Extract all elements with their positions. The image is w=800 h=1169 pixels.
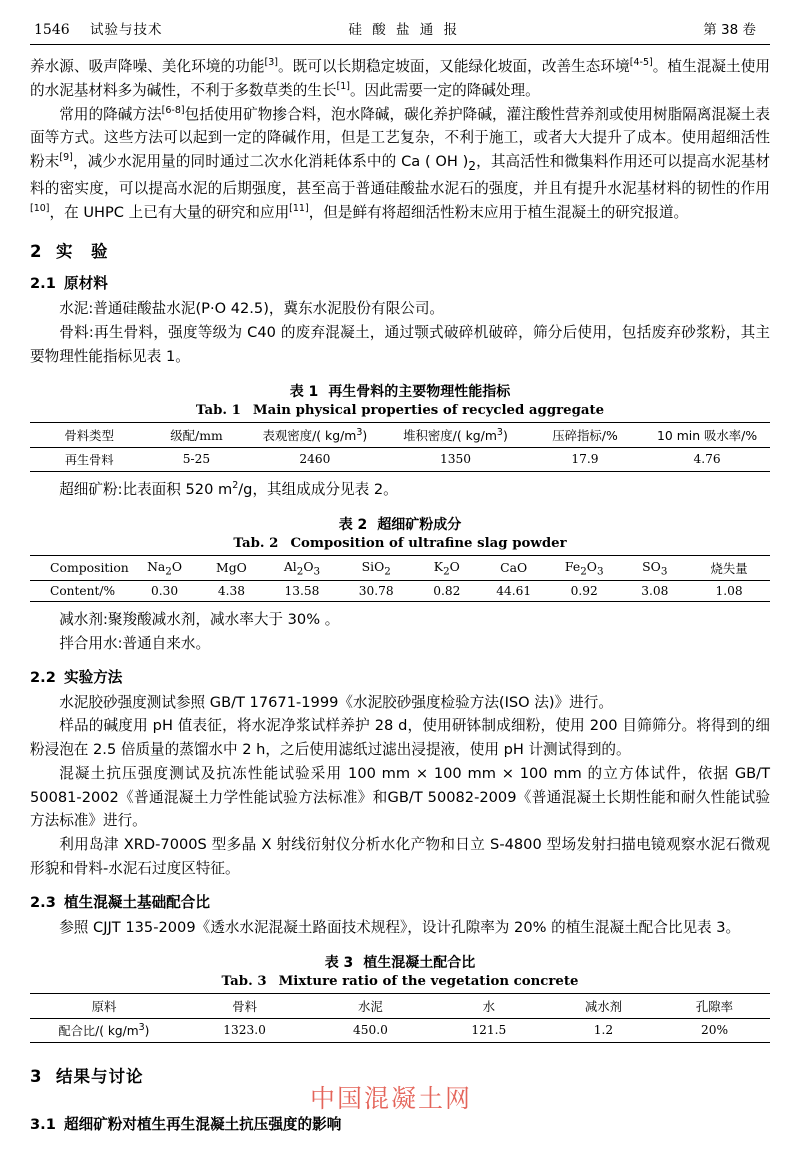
- table-1-caption-cn: [30, 381, 770, 401]
- paragraph-2-2-4: 利用岛津 XRD-7000S 型多晶 X 射线衍射仪分析水化产物和日立 S-4800 型场发射扫描电镜观察水泥石微观形貌和骨料-水泥石过度区特征。: [30, 836, 770, 878]
- table-1-title-cn: 再生骨料的主要物理性能指标: [328, 383, 511, 400]
- section-2-2-heading: [30, 666, 770, 687]
- table-1-cell-0-5: 4.76: [693, 452, 721, 467]
- table-2-header-4: SiO$_2$: [361, 558, 391, 578]
- table-3-number-cn: 表 3: [324, 954, 354, 971]
- table-1-number-en: Tab. 1: [195, 402, 241, 418]
- section-2-1-number: 2.1: [30, 275, 56, 293]
- table-row: [30, 555, 770, 580]
- table-1-caption-en: [30, 403, 770, 418]
- table-2-header-6: CaO: [500, 560, 528, 576]
- table-2-block: [30, 514, 770, 602]
- table-3-cell-0-1: 1323.0: [223, 1023, 266, 1038]
- table-3-header-3: 水: [482, 998, 495, 1014]
- table-1-cell-0-2: 2460: [299, 452, 331, 467]
- section-3-title: 结果与讨论: [56, 1066, 144, 1086]
- table-2-cell-0-6: 44.61: [496, 584, 532, 599]
- table-3-cell-0-4: 1.2: [593, 1023, 614, 1038]
- table-row: [30, 581, 770, 602]
- paragraph-1: 养水源、吸声降噪、美化环境的功能[3]。既可以长期稳定坡面，又能绿化坡面，改善生态环境[4-5]。植生混凝土使用的水泥基材料多为碱性，不利于多数草类的生长[1]。因此需要一定的降碱处理。: [30, 57, 770, 99]
- paragraph-2-2-3: 混凝土抗压强度测试及抗冻性能试验采用 100 mm × 100 mm × 100 mm 的立方体试件，依据 GB/T 50081-2002《普通混凝土力学性能试验方法标准》和GB/T 50082-2009《普通混凝土长期性能和耐久性能试验方法标准》进行。: [30, 764, 770, 830]
- table-3-block: [30, 952, 770, 1043]
- table-1-header-4: 压碎指标/%: [552, 427, 618, 443]
- table-2-cell-0-3: 13.58: [284, 584, 320, 599]
- table-3-cell-0-5: 20%: [700, 1023, 729, 1038]
- section-2-3-heading: [30, 891, 770, 912]
- table-3-caption-en: [30, 974, 770, 989]
- table-row: [30, 993, 770, 1018]
- paragraph-2-2-2: 样品的碱度用 pH 值表征，将水泥净浆试样养护 28 d，使用研钵制成细粉，使用 200 目筛筛分。将得到的细粉浸泡在 2.5 倍质量的蒸馏水中 2 h，之后使用滤纸过滤出浸提液，使用 pH 计测试得到的。: [30, 717, 770, 759]
- section-3-number: 3: [30, 1066, 43, 1086]
- table-3-header-1: 骨料: [232, 998, 257, 1014]
- table-2-cell-0-0: Content/%: [50, 584, 116, 599]
- table-1-header-5: 10 min 吸水率/%: [657, 427, 758, 443]
- table-3-cell-0-0: 配合比/( $kg/m^3$): [58, 1021, 150, 1038]
- table-2-header-8: $SO_3$: [642, 558, 668, 578]
- table-2-cell-0-2: 4.38: [217, 584, 245, 599]
- table-row: [30, 447, 770, 471]
- table-3-caption-cn: [30, 952, 770, 972]
- table-2-header-3: $Al_2O_3$: [283, 558, 321, 578]
- table-3-number-en: Tab. 3: [221, 973, 267, 989]
- table-1-header-2: 表观密度/( $kg/m^3$): [262, 426, 368, 443]
- section-2-1-title: 原材料: [64, 275, 108, 293]
- table-2-title-en: Composition of ultrafine slag powder: [290, 535, 567, 551]
- section-3-1-title: 超细矿粉对植生再生混凝土抗压强度的影响: [64, 1115, 342, 1133]
- table-2-caption-en: [30, 536, 770, 551]
- volume-label: 第 38 卷: [703, 22, 756, 38]
- paragraph-2-2-1: 水泥胶砂强度测试参照 GB/T 17671-1999《水泥胶砂强度检验方法(ISO 法)》进行。: [59, 693, 613, 711]
- table-2-title-cn: 超细矿粉成分: [377, 516, 462, 533]
- table-2-cell-0-1: 0.30: [150, 584, 179, 599]
- header-divider: [30, 44, 770, 45]
- running-head-left: 试验与技术: [90, 22, 163, 38]
- section-2-2-title: 实验方法: [64, 668, 123, 686]
- table-3-header-2: 水泥: [357, 998, 383, 1014]
- section-2-title: 实 验: [56, 242, 109, 262]
- table-1-cell-0-0: 再生骨料: [64, 452, 114, 467]
- paragraph-2-1-4: 减水剂:聚羧酸减水剂，减水率大于 30% 。: [59, 611, 340, 629]
- table-3-cell-0-3: 121.5: [471, 1023, 507, 1038]
- paragraph-2-1-3: 超细矿粉:比表面积 520 $m^2/g$，其组成成分见表 2。: [59, 479, 398, 498]
- paragraph-2: 常用的降碱方法[6-8]包括使用矿物掺合料，泡水降碱，碳化养护降碱，灌注酸性营养剂或使用树脂隔离混凝土表面等方式。这些方法可以起到一定的降碱作用，但是工艺复杂，不利于施工，或者大大提升了成本。使用超细活性粉末[9]，减少水泥用量的同时通过二次水化消耗体系中的 Ca ( OH )$_2$，其高活性和微集料作用还可以提高水泥基材料的密实度，可以提高水泥的后期强度，甚至高于普通硅酸盐水泥石的强度，并且有提升水泥基材料的韧性的作用[10]，在 UHPC 上已有大量的研究和应用[11]，但是鲜有将超细活性粉末应用于植生混凝土的研究报道。: [30, 104, 770, 221]
- section-2-number: 2: [30, 242, 43, 262]
- table-2-cell-0-5: 0.82: [433, 584, 461, 599]
- table-3-title-cn: 植生混凝土配合比: [363, 954, 476, 971]
- table-3-header-0: 原料: [91, 998, 117, 1014]
- table-1-number-cn: 表 1: [289, 383, 319, 400]
- section-3-1-heading: [30, 1113, 770, 1134]
- table-row: [30, 422, 770, 447]
- table-3: [30, 993, 770, 1043]
- journal-title: 硅 酸 盐 通 报: [348, 22, 461, 38]
- table-2-header-0: Composition: [50, 560, 129, 576]
- table-2-cell-0-8: 3.08: [641, 584, 669, 599]
- table-1-block: [30, 381, 770, 472]
- section-2-3-title: 植生混凝土基础配合比: [64, 893, 210, 911]
- table-2-cell-0-4: 30.78: [358, 584, 394, 599]
- table-2: [30, 555, 770, 602]
- table-1-cell-0-3: 1350: [439, 452, 471, 467]
- table-2-number-en: Tab. 2: [233, 535, 279, 551]
- table-row: [30, 1018, 770, 1042]
- table-2-header-7: $Fe_2O_3$: [564, 558, 604, 578]
- table-1-header-0: 骨料类型: [64, 427, 114, 443]
- running-head: [30, 18, 770, 42]
- table-2-cell-0-9: 1.08: [715, 584, 743, 599]
- table-1-cell-0-4: 17.9: [571, 452, 599, 467]
- watermark: 中国混凝土网: [310, 1084, 473, 1113]
- section-3-1-number: 3.1: [30, 1115, 56, 1133]
- table-3-header-5: 孔隙率: [695, 998, 734, 1014]
- table-3-title-en: Mixture ratio of the vegetation concrete: [278, 973, 579, 989]
- table-2-number-cn: 表 2: [338, 516, 368, 533]
- table-3-cell-0-2: 450.0: [352, 1023, 388, 1038]
- table-1: [30, 422, 770, 472]
- table-2-header-1: $Na_2O$: [147, 558, 183, 578]
- table-2-header-5: $K_2O$: [433, 558, 460, 578]
- table-2-header-2: MgO: [216, 560, 247, 576]
- section-2-2-number: 2.2: [30, 668, 56, 686]
- paragraph-2-1-2: 骨料:再生骨料，强度等级为 C40 的废弃混凝土，通过颚式破碎机破碎，筛分后使用，包括废弃砂浆粉，其主要物理性能指标见表 1。: [30, 324, 770, 365]
- table-1-title-en: Main physical properties of recycled aggregate: [252, 402, 605, 418]
- paragraph-2-1-5: 拌合用水:普通自来水。: [59, 634, 211, 652]
- section-2-3-number: 2.3: [30, 893, 56, 911]
- table-1-cell-0-1: 5-25: [182, 452, 211, 467]
- section-2-1-heading: [30, 272, 770, 293]
- table-2-header-9: 烧失量: [710, 560, 748, 576]
- paragraph-2-3-1: 参照 CJJT 135-2009《透水水泥混凝土路面技术规程》，设计孔隙率为 20% 的植生混凝土配合比见表 3。: [59, 918, 741, 936]
- table-1-header-3: 堆积密度/( $kg/m^3$): [403, 426, 508, 443]
- page-number: 1546: [34, 22, 70, 38]
- table-3-header-4: 减水剂: [584, 998, 623, 1014]
- table-2-caption-cn: [30, 514, 770, 534]
- section-2-heading: [30, 238, 770, 262]
- table-1-header-1: 级配/mm: [170, 427, 223, 443]
- table-2-cell-0-7: 0.92: [570, 584, 598, 599]
- paragraph-2-1-1: 水泥:普通硅酸盐水泥(P·O 42.5)，冀东水泥股份有限公司。: [59, 300, 445, 318]
